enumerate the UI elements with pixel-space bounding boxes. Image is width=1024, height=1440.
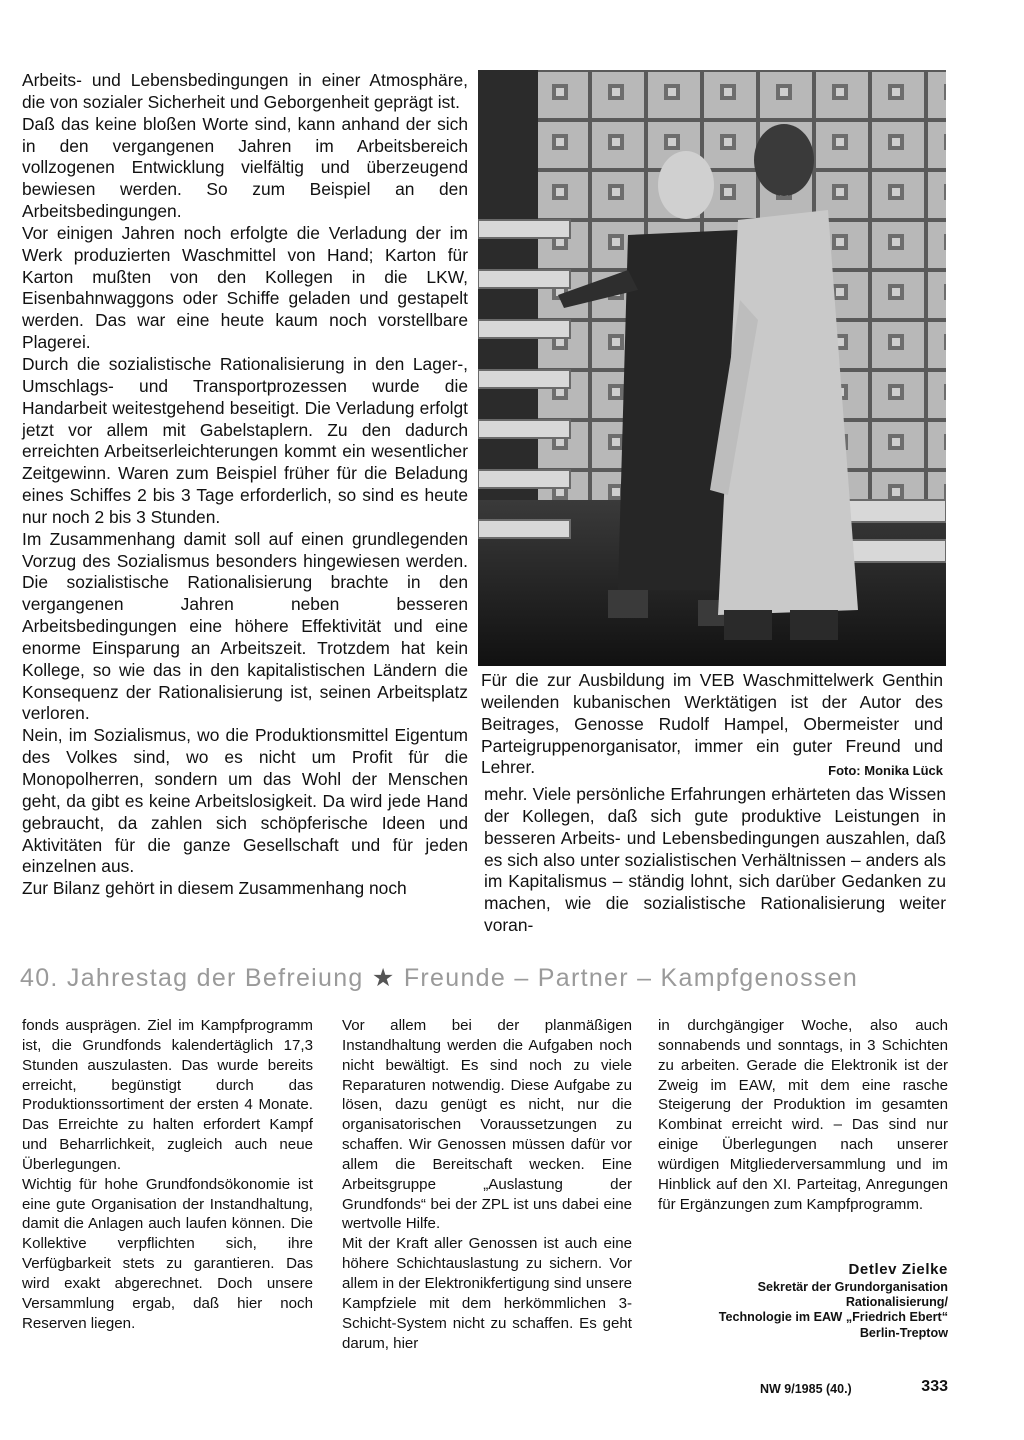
paragraph: Nein, im Sozialismus, wo die Produktionsmittel Eigentum des Volkes sind, wo es nicht um Profit für die Monopolherren, sondern um das Wohl der Menschen geht, da gibt es keine Arbeitslosigkeit. Da wird jede Hand gebraucht, da zahlen sich schöpferische Ideen und Aktivitäten für die ganze Gesellschaft und für jeden einzelnen aus. [22, 725, 468, 877]
bottom-column-2 [342, 1016, 632, 1353]
paragraph: fonds ausprägen. Ziel im Kampfprogramm ist, die Grundfonds kalendertäglich 17,3 Stunden auszulasten. Das wurde bereits erreicht, begünstigt durch das Produktionssortiment der ersten 4 Monate. Das Erreichte zu halten erfordert Kampf und Beharrlichkeit, zugleich auch neue Überlegungen. [22, 1017, 313, 1173]
bottom-column-3 [658, 1016, 948, 1214]
article-photo [478, 70, 946, 666]
bottom-column-1 [22, 1016, 313, 1334]
banner-right-text: Freunde – Partner – Kampfgenossen [403, 964, 859, 992]
paragraph: in durchgängiger Woche, also auch sonnabends und sonntags, in 3 Schichten zu arbeiten. Gerade die Elektronik ist der Zweig im EAW, mit dem eine rasche Steigerung der Produktion im gesamten Kombinat erreicht wird. – Das sind nur einige Überlegungen nach unserer würdigen Mitgliederversammlung und im Hinblick auf den XI. Parteitag, Anregungen für Ergänzungen zum Kampfprogramm. [658, 1017, 948, 1213]
author-role-line: Technologie im EAW „Friedrich Ebert“ [718, 1310, 948, 1325]
page-footer [760, 1376, 948, 1400]
photo-illustration [478, 70, 946, 666]
paragraph: Zur Bilanz gehört in diesem Zusammenhang noch [22, 878, 407, 899]
paragraph: Vor allem bei der planmäßigen Instandhaltung werden die Aufgaben noch nicht bewältigt. Es sind noch zu viele Reparaturen notwendig. Diese Aufgabe zu lösen, dazu genügt es nicht, nur die organisatorischen Voraussetzungen zu schaffen. Wir Genossen müssen dafür vor allem die Bereitschaft wecken. Eine Arbeitsgruppe „Auslastung der Grundfonds“ bei der ZPL ist uns dabei eine wertvolle Hilfe. [342, 1017, 632, 1233]
photo-caption [481, 670, 943, 782]
caption-text: Für die zur Ausbildung im VEB Waschmittelwerk Genthin weilenden kubanischen Werktätigen ist der Autor des Beitrages, Genosse Rudolf Hampel, Obermeister und Parteigruppenorganisator, immer ein guter Freund und Lehrer. [481, 670, 943, 778]
paragraph: Vor einigen Jahren noch erfolgte die Verladung der im Werk produzierten Waschmittel von Hand; Karton für Karton mußten von den Kollegen in die LKW, Eisenbahnwaggons oder Schiffe geladen und gestapelt werden. Das war eine heute kaum noch vorstellbare Plagerei. [22, 222, 468, 353]
anniversary-banner [20, 958, 946, 998]
paragraph: Mit der Kraft aller Genossen ist auch eine höhere Schichtauslastung zu sichern. Vor allem in der Elektronikfertigung sind unsere Kampfziele mit dem herkömmlichen 3-Schicht-System nicht zu schaffen. Es geht darum, hier [342, 1235, 632, 1352]
banner-left-text: 40. Jahrestag der Befreiung [20, 964, 364, 992]
article-right-column [484, 784, 946, 937]
paragraph: Im Zusammenhang damit soll auf einen grundlegenden Vorzug des Sozialismus besonders hingewiesen werden. Die sozialistische Rationalisierung brachte in den vergangenen Jahren neben besseren Arbeitsbedingungen eine höhere Effektivität und eine enorme Einsparung an Arbeitszeit. Trotzdem hat kein Kollege, so wie das in den kapitalistischen Ländern die Konsequenz der Rationalisierung ist, seinen Arbeitsplatz verloren. [22, 528, 468, 724]
article-left-column [22, 70, 468, 900]
page-number: 333 [921, 1378, 948, 1395]
paragraph: Arbeits- und Lebensbedingungen in einer Atmosphäre, die von sozialer Sicherheit und Geborgenheit geprägt ist. [22, 70, 468, 112]
issue-reference: NW 9/1985 (40.) [760, 1382, 852, 1396]
paragraph: Daß das keine bloßen Worte sind, kann anhand der sich in den vergangenen Jahren im Arbeitsbereich vollzogenen Entwicklung vielfältig und überzeugend bewiesen werden. So zum Beispiel an den Arbeitsbedingungen. [22, 113, 468, 222]
paragraph: mehr. Viele persönliche Erfahrungen erhärteten das Wissen der Kollegen, daß sich gute produktive Leistungen in besseren Arbeits- und Lebensbedingungen auszahlen, daß es sich also unter sozialistischen Verhältnissen – anders als im Kapitalismus – ständig lohnt, sich darüber Gedanken zu machen, wie die sozialistische Rationalisierung weiter voran- [484, 784, 946, 936]
author-role-line: Berlin-Treptow [859, 1325, 948, 1340]
paragraph: Wichtig für hohe Grundfondsökonomie ist eine gute Organisation der Instandhaltung, damit die Anlagen auch laufen können. Die Kollektive verpflichten sich, ihre Verfügbarkeit stets zu garantieren. Das wird exakt abgerechnet. Doch unsere Versammlung ergab, daß hier noch Reserven liegen. [22, 1175, 313, 1332]
star-icon: ★ [371, 964, 396, 992]
photo-credit: Foto: Monika Lück [828, 763, 943, 779]
author-role-line: Sekretär der Grundorganisation [757, 1280, 948, 1294]
author-signature [658, 1260, 948, 1341]
author-name: Detlev Zielke [848, 1261, 948, 1278]
paragraph: Durch die sozialistische Rationalisierung in den Lager-, Umschlags- und Transportprozessen wurde die Handarbeit weitestgehend beseitigt. Die Verladung erfolgt jetzt vor allem mit Gabelstaplern. Zu den dadurch erreichten Arbeitserleichterungen kommt ein wesentlicher Zeitgewinn. Waren zum Beispiel früher für die Beladung eines Schiffes 2 bis 3 Tage erforderlich, so sind es heute nur noch 2 bis 3 Stunden. [22, 353, 468, 527]
author-role-line: Rationalisierung/ [845, 1295, 948, 1310]
